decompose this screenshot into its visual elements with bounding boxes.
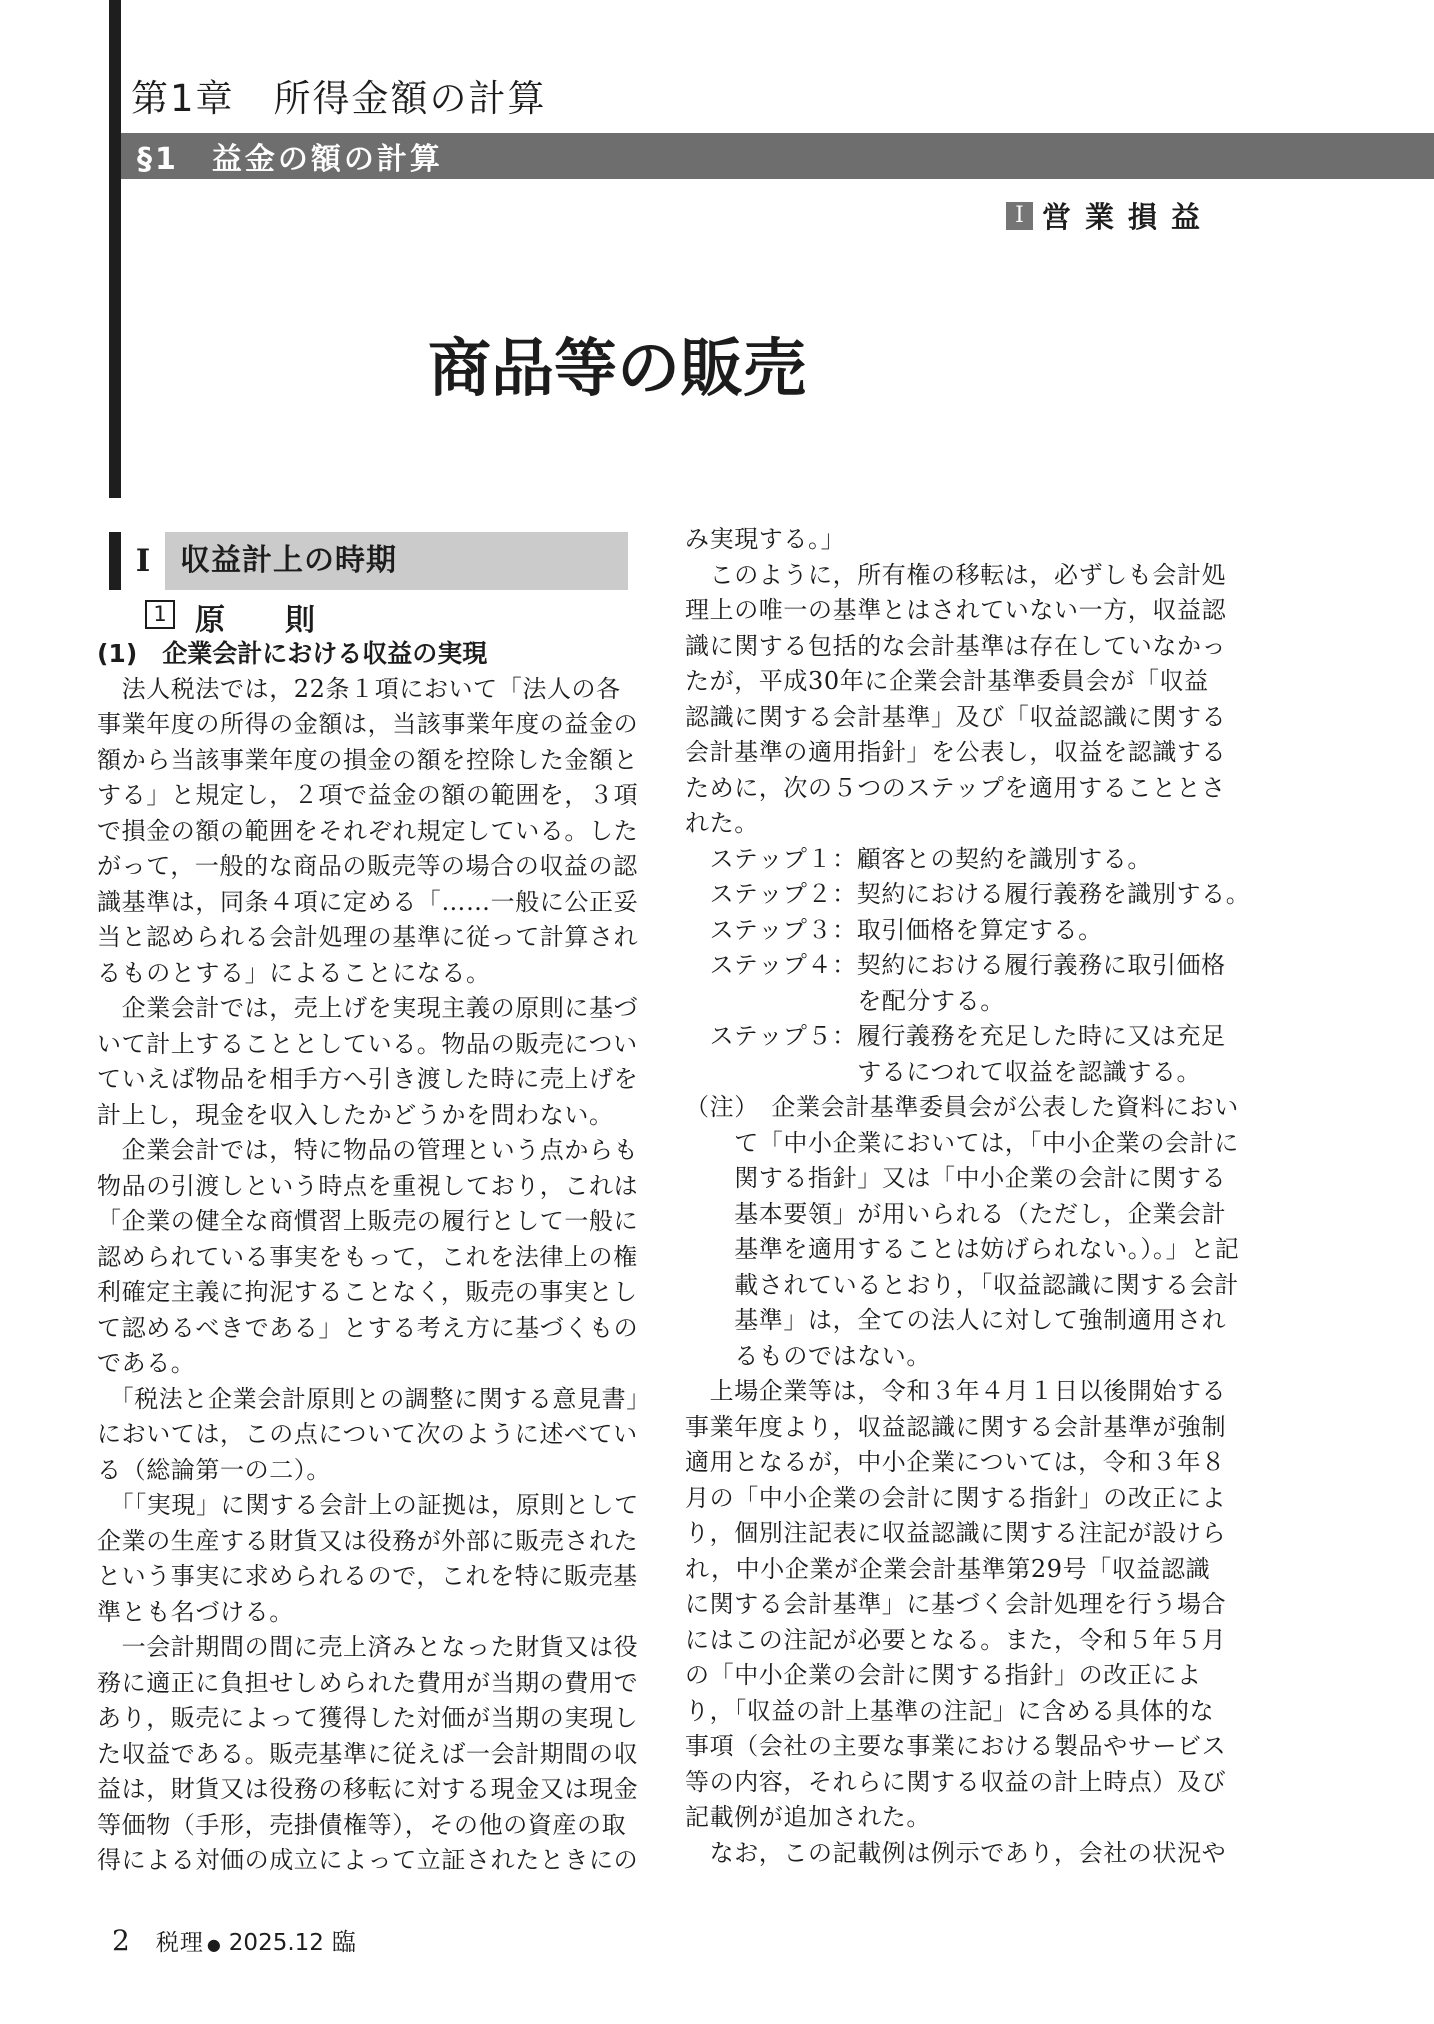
text-line: 記載例が追加された。: [685, 1803, 931, 1831]
text-line: 額から当該事業年度の損金の額を控除した金額と: [97, 745, 639, 774]
page-number: 2: [112, 1924, 130, 1957]
text-line: 月の「中小企業の会計に関する指針」の改正によ: [685, 1483, 1227, 1512]
text-line: るものとする」によることになる。: [97, 958, 491, 987]
text-line: 務に適正に負担せしめられた費用が当期の費用で: [97, 1668, 639, 1697]
text-line: 会計基準の適用指針」を公表し，収益を認識する: [685, 738, 1227, 766]
issue-date: 2025.12: [228, 1930, 324, 1956]
text-line: て認めるべきである」とする考え方に基づくもの: [97, 1313, 639, 1342]
subsection1-title: 原 則: [195, 603, 315, 638]
text-line: 益は，財貨又は役務の移転に対する現金又は現金: [97, 1775, 639, 1803]
text-line: にはこの注記が必要となる。また，令和５年５月: [685, 1625, 1227, 1654]
text-line: 当と認められる会計処理の基準に従って計算され: [97, 923, 639, 951]
text-line: なお，この記載例は例示であり，会社の状況や: [685, 1838, 1227, 1867]
text-line: 事業年度より，収益認識に関する会計基準が強制: [685, 1412, 1227, 1441]
text-line: 適用となるが，中小企業については，令和３年８: [685, 1448, 1226, 1476]
text-line: を配分する。: [685, 986, 1005, 1015]
spine-bar: [109, 0, 121, 498]
text-line: の「中小企業の会計に関する指針」の改正によ: [685, 1661, 1202, 1689]
text-line: 得による対価の成立によって立証されたときにの: [97, 1846, 639, 1874]
text-line: 基本要領」が用いられる（ただし，企業会計: [685, 1199, 1227, 1228]
text-line: 理上の唯一の基準とはされていない一方，収益認: [685, 596, 1227, 624]
section-band: [109, 133, 1434, 179]
text-line: ステップ２：契約における履行義務を識別する。: [685, 880, 1251, 908]
text-line: ために，次の５つのステップを適用することとさ: [685, 773, 1226, 802]
section1-numeral: Ⅰ: [135, 543, 151, 579]
chapter-title: 第1章 所得金額の計算: [131, 77, 547, 120]
text-line: 「企業の健全な商慣習上販売の履行として一般に: [97, 1207, 639, 1235]
text-line: 「税法と企業会計原則との調整に関する意見書」: [97, 1384, 651, 1413]
text-line: がって，一般的な商品の販売等の場合の収益の認: [97, 852, 638, 880]
text-line: 基準」は，全ての法人に対して強制適用され: [685, 1306, 1227, 1334]
text-line: あり，販売によって獲得した対価が当期の実現し: [97, 1704, 639, 1732]
text-line: 準とも名づける。: [97, 1597, 294, 1626]
text-line: ステップ４：契約における履行義務に取引価格: [685, 951, 1226, 979]
right-column-lines: [685, 522, 1251, 1871]
text-line: ステップ５：履行義務を充足した時に又は充足: [685, 1022, 1226, 1050]
text-line: 識基準は，同条４項に定める「……一般に公正妥: [97, 887, 639, 916]
dot-icon: ●: [206, 1935, 221, 1954]
text-line: み実現する。」: [685, 525, 846, 553]
subsection1-number-box: 1: [145, 600, 175, 629]
left-column: [97, 636, 657, 1879]
text-line: このように，所有権の移転は，必ずしも会計処: [685, 560, 1227, 589]
issue-suffix: 臨: [331, 1928, 356, 1956]
text-line: 「「実現」に関する会計上の証拠は，原則として: [97, 1491, 639, 1519]
text-line: 計上し，現金を収入したかどうかを問わない。: [97, 1100, 614, 1129]
section1-tab-bar: [109, 532, 121, 590]
text-line: るものではない。: [685, 1341, 931, 1370]
section-band-label: §1 益金の額の計算: [137, 142, 443, 177]
text-line: 等の内容，それらに関する収益の計上時点）及び: [685, 1767, 1227, 1796]
text-line: 上場企業等は，令和３年４月１日以後開始する: [685, 1377, 1227, 1405]
section1-header: [109, 532, 629, 590]
text-line: 認識に関する会計基準」及び「収益認識に関する: [685, 702, 1227, 731]
text-line: たが，平成30年に企業会計基準委員会が「収益: [685, 667, 1209, 695]
text-line: （注） 企業会計基準委員会が公表した資料におい: [685, 1093, 1239, 1121]
journal-name: 税理: [155, 1930, 204, 1956]
text-line: 事業年度の所得の金額は，当該事業年度の益金の: [97, 710, 639, 738]
text-line: 関する指針」又は「中小企業の会計に関する: [685, 1164, 1227, 1192]
article-title: 商品等の販売: [428, 332, 806, 405]
text-line: で損金の額の範囲をそれぞれ規定している。した: [97, 816, 639, 845]
category-label: 営業損益: [1042, 200, 1215, 234]
text-line: である。: [97, 1349, 196, 1377]
text-line: 基準を適用することは妨げられない。）。」と記: [685, 1235, 1240, 1263]
text-line: れた。: [685, 809, 759, 837]
text-line: ていえば物品を相手方へ引き渡した時に売上げを: [97, 1065, 639, 1093]
category-marker: [1006, 195, 1214, 236]
text-line: れ，中小企業が企業会計基準第29号「収益認識: [685, 1554, 1211, 1583]
text-line: 企業会計では，売上げを実現主義の原則に基づ: [97, 994, 639, 1022]
text-line: 法人税法では，22条１項において「法人の各: [97, 674, 621, 703]
category-numeral-box: Ⅰ: [1006, 202, 1033, 230]
page-footer: [112, 1922, 356, 1957]
text-line: においては，この点について次のように述べてい: [97, 1420, 638, 1448]
text-line: いて計上することとしている。物品の販売につい: [97, 1029, 638, 1058]
paragraph-heading: (1) 企業会計における収益の実現: [97, 639, 488, 668]
text-line: 物品の引渡しという時点を重視しており，これは: [97, 1171, 639, 1200]
text-line: て「中小企業においては，「中小企業の会計に: [685, 1128, 1239, 1157]
left-column-lines: [97, 672, 657, 1879]
text-line: という事実に求められるので，これを特に販売基: [97, 1562, 638, 1590]
text-line: る（総論第一の二）。: [97, 1455, 331, 1484]
text-line: り，個別注記表に収益認識に関する注記が設けら: [685, 1519, 1227, 1547]
text-line: 認められている事実をもって，これを法律上の権: [97, 1242, 638, 1271]
text-line: 等価物（手形，売掛債権等），その他の資産の取: [97, 1810, 627, 1839]
text-line: り，「収益の計上基準の注記」に含める具体的な: [685, 1696, 1215, 1725]
text-line: に関する会計基準」に基づく会計処理を行う場合: [685, 1590, 1227, 1618]
text-line: 利確定主義に拘泥することなく，販売の事実とし: [97, 1278, 638, 1306]
text-line: 識に関する包括的な会計基準は存在していなかっ: [685, 631, 1227, 660]
text-line: 事項（会社の主要な事業における製品やサービス: [685, 1732, 1227, 1760]
text-line: た収益である。販売基準に従えば一会計期間の収: [97, 1739, 639, 1768]
section1-title: 収益計上の時期: [165, 532, 628, 590]
text-line: ステップ１：顧客との契約を識別する。: [685, 844, 1152, 873]
text-line: 載されているとおり，「収益認識に関する会計: [685, 1270, 1239, 1299]
text-line: 企業会計では，特に物品の管理という点からも: [97, 1136, 639, 1164]
right-column: [685, 522, 1251, 1871]
text-line: 企業の生産する財貨又は役務が外部に販売された: [97, 1526, 639, 1555]
text-line: する」と規定し，２項で益金の額の範囲を，３項: [97, 781, 639, 809]
text-line: ステップ３：取引価格を算定する。: [685, 915, 1103, 944]
text-line: 一会計期間の間に売上済みとなった財貨又は役: [97, 1633, 639, 1661]
text-line: するにつれて収益を認識する。: [685, 1057, 1202, 1086]
